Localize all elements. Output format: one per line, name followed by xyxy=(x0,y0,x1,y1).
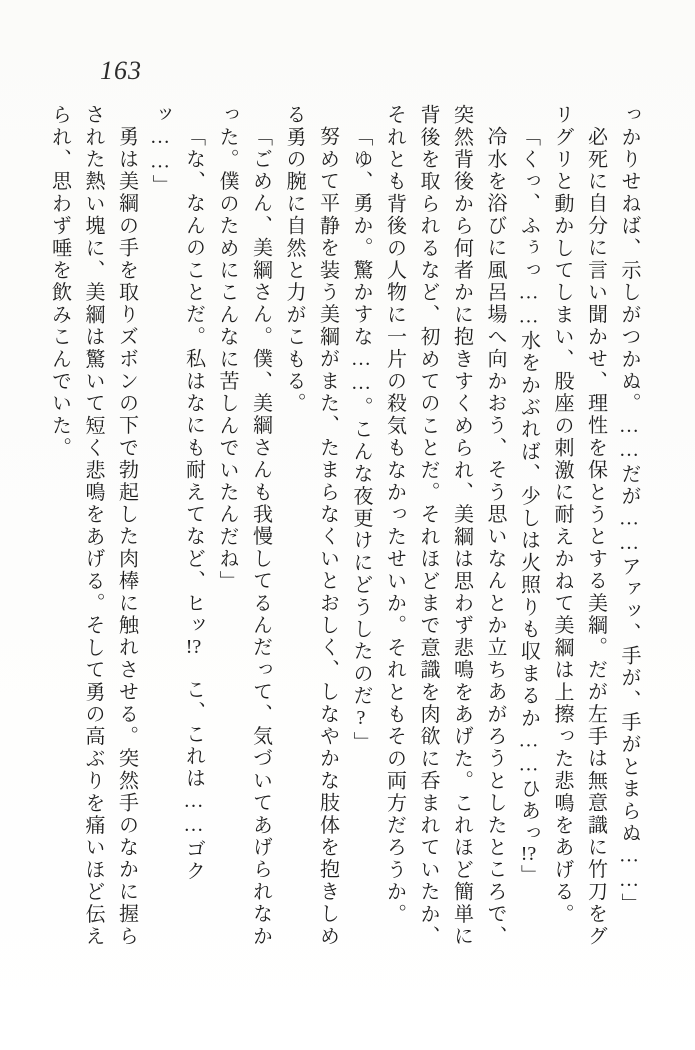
text-block xyxy=(48,104,645,952)
paragraph: っかりせねば、示しがつかぬ。……だが……アァッ、手が、手がとまらぬ……」 xyxy=(618,104,640,916)
paragraph: 「ごめん、美綱さん。僕、美綱さんも我慢してるんだって、気づいてあげられなかった。僕のためにこんなに苦しんでいたんだね」 xyxy=(216,104,272,948)
paragraph: 必死に自分に言い聞かせ、理性を保とうとする美綱。だが左手は無意識に竹刀をグリグリと動かしてしまい、股座の刺激に耐えかねて美綱は上擦った悲鳴をあげる。 xyxy=(551,104,607,948)
paragraph: 「くっ、ふぅっ……水をかぶれば、少しは火照りも収まるか……ひあっ!?」 xyxy=(517,126,540,887)
page-number: 163 xyxy=(100,56,142,85)
paragraph: 「ゆ、勇か。驚かすな……。こんな夜更けにどうしたのだ?」 xyxy=(350,126,372,754)
paragraph: 勇は美綱の手を取りズボンの下で勃起した肉棒に触れさせる。突然手のなかに握らされた熱い塊に、美綱は驚いて短く悲鳴をあげる。そして勇の高ぶりを痛いほど伝えられ、思わず唾を飲みこんでいた。 xyxy=(48,104,138,948)
paragraph: 努めて平静を装う美綱がまた、たまらなくいとおしく、しなやかな肢体を抱きしめる勇の腕に自然と力がこもる。 xyxy=(283,104,339,948)
paragraph: 冷水を浴びに風呂場へ向かおう、そう思いなんとか立ちあがろうとしたところで、突然背後から何者かに抱きすくめられ、美綱は思わず悲鳴をあげた。これほど簡単に背後を取られるなど、初めてのことだ。それほどまで意識を肉欲に呑まれていたか、それとも背後の人物に一片の殺気もなかったせいか。それともその両方だろうか。 xyxy=(383,104,506,948)
paragraph: 「な、なんのことだ。私はなにも耐えてなど、ヒッ!? こ、これは……ゴクッ……」 xyxy=(149,104,205,883)
